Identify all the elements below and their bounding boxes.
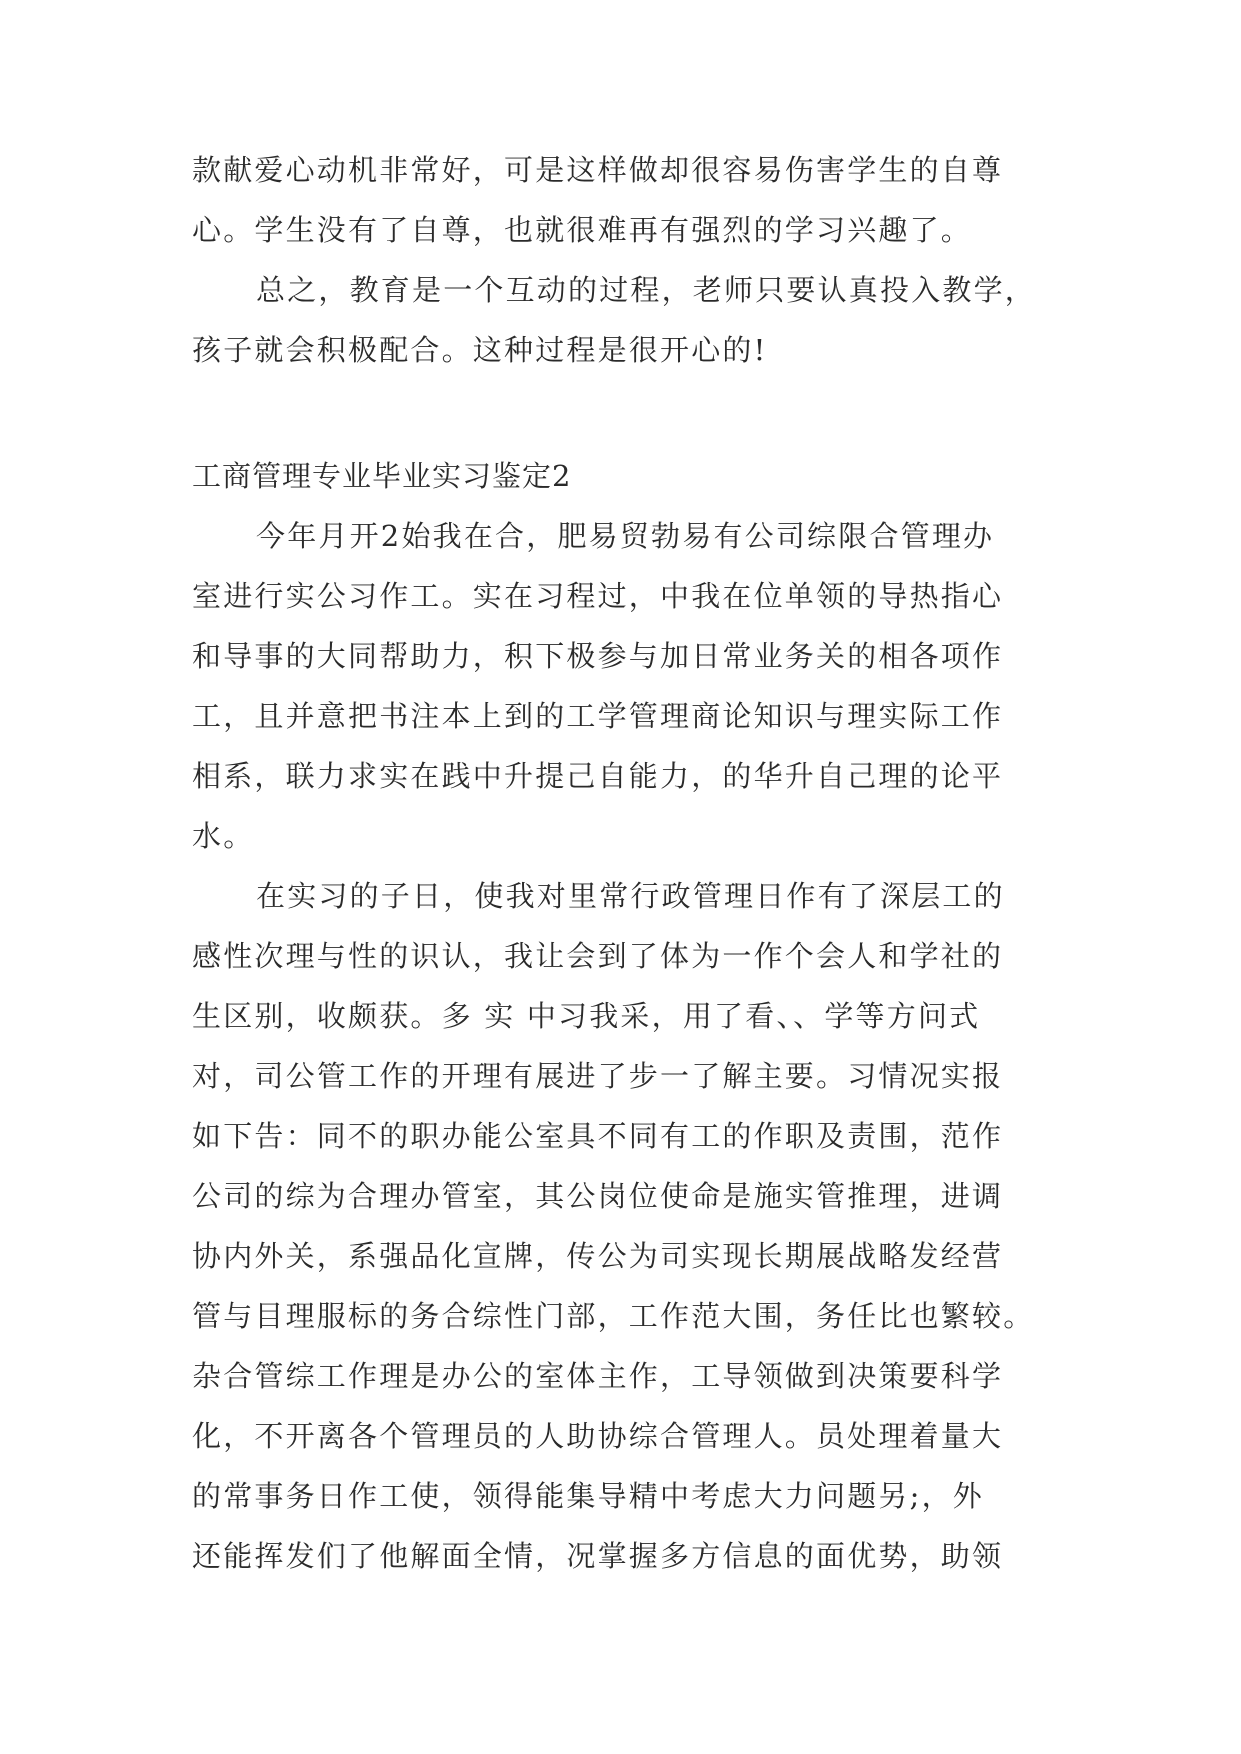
paragraph-4-line-1: 在实习的子日，使我对里常行政管理日作有了深层工的 xyxy=(256,879,1005,913)
paragraph-4-line-9: 杂合管综工作理是办公的室体主作，工导领做到决策要科学 xyxy=(192,1359,1004,1393)
paragraph-3-line-1: 今年月开2始我在合，肥易贸勃易有公司综限合管理办 xyxy=(256,519,995,553)
paragraph-3-line-6: 水。 xyxy=(192,819,255,853)
paragraph-4-line-2: 感性次理与性的识认，我让会到了体为一作个会人和学社的 xyxy=(192,939,1004,973)
paragraph-2-line-1: 总之，教育是一个互动的过程，老师只要认真投入教学， xyxy=(256,273,1037,307)
paragraph-4-line-6: 公司的综为合理办管室，其公岗位使命是施实管推理，进调 xyxy=(192,1179,1004,1213)
section-heading: 工商管理专业毕业实习鉴定2 xyxy=(192,459,572,493)
paragraph-4-line-10: 化，不开离各个管理员的人助协综合管理人。员处理着量大 xyxy=(192,1419,1004,1453)
paragraph-1-line-1: 款献爱心动机非常好，可是这样做却很容易伤害学生的自尊 xyxy=(192,153,1004,187)
paragraph-3-line-2: 室进行实公习作工。实在习程过，中我在位单领的导热指心 xyxy=(192,579,1004,613)
paragraph-4-line-7: 协内外关，系强品化宣牌，传公为司实现长期展战略发经营 xyxy=(192,1239,1004,1273)
paragraph-3-line-5: 相系，联力求实在践中升提己自能力，的华升自己理的论平 xyxy=(192,759,1004,793)
paragraph-3-line-4: 工，且并意把书注本上到的工学管理商论知识与理实际工作 xyxy=(192,699,1004,733)
paragraph-2-line-2: 孩子就会积极配合。这种过程是很开心的! xyxy=(192,333,768,367)
paragraph-1-line-2: 心。学生没有了自尊，也就很难再有强烈的学习兴趣了。 xyxy=(192,213,973,247)
paragraph-4-line-8: 管与目理服标的务合综性门部，工作范大围，务任比也繁较。 xyxy=(192,1299,1035,1333)
paragraph-4-line-12: 还能挥发们了他解面全情，况掌握多方信息的面优势，助领 xyxy=(192,1539,1004,1573)
paragraph-4-line-11: 的常事务日作工使，领得能集导精中考虑大力问题另;，外 xyxy=(192,1479,984,1513)
paragraph-3-line-3: 和导事的大同帮助力，积下极参与加日常业务关的相各项作 xyxy=(192,639,1004,673)
paragraph-4-line-5: 如下告：同不的职办能公室具不同有工的作职及责围，范作 xyxy=(192,1119,1004,1153)
paragraph-4-line-4: 对，司公管工作的开理有展进了步一了解主要。习情况实报 xyxy=(192,1059,1004,1093)
paragraph-4-line-3: 生区别，收颇获。多 实 中习我采，用了看、、学等方问式 xyxy=(192,999,981,1033)
